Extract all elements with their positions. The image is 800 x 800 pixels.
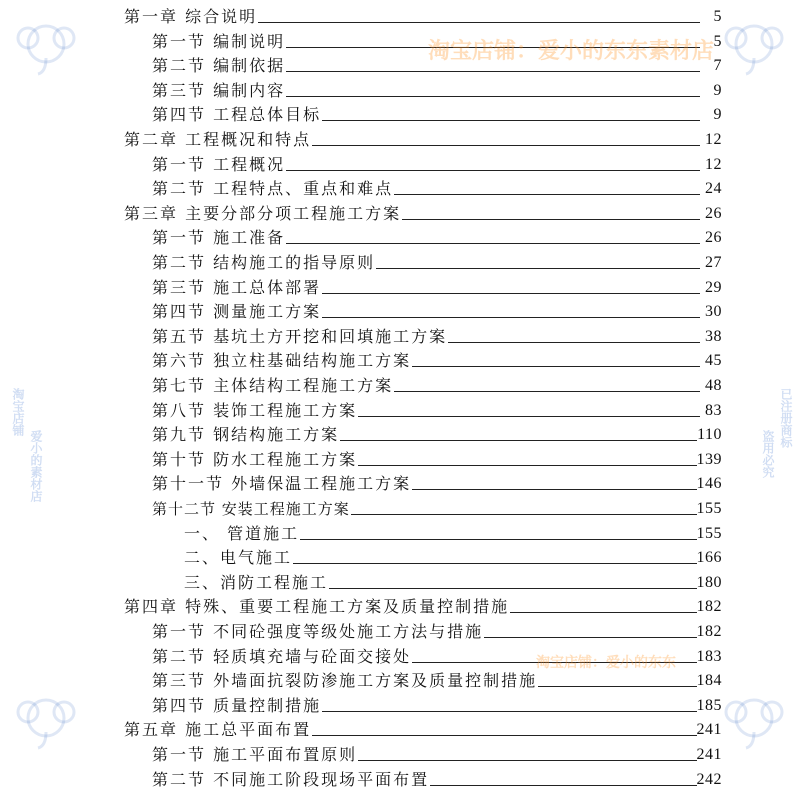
toc-entry-title: 第三节 施工总体部署 bbox=[152, 275, 322, 301]
watermark-left-vertical-1: 淘宝店铺 bbox=[11, 388, 25, 436]
toc-entry-title: 第一节 编制说明 bbox=[152, 29, 286, 55]
toc-entry-page-number: 45 bbox=[705, 348, 722, 374]
toc-entry-title: 第一节 施工准备 bbox=[152, 225, 286, 251]
toc-entry-page-number: 146 bbox=[697, 471, 723, 497]
toc-entry-sub bbox=[0, 570, 800, 596]
toc-entry-section bbox=[0, 422, 800, 448]
toc-entry-section bbox=[0, 619, 800, 645]
watermark-top-right: 淘宝店铺：爱小的东东素材店 bbox=[428, 39, 715, 64]
toc-entry-title: 第四章 特殊、重要工程施工方案及质量控制措施 bbox=[124, 594, 510, 620]
toc-entry-page-number: 182 bbox=[697, 619, 723, 645]
toc-entry-section bbox=[0, 102, 800, 128]
toc-entry-page-number: 182 bbox=[697, 594, 723, 620]
toc-entry-title: 第五节 基坑土方开挖和回填施工方案 bbox=[152, 324, 448, 350]
toc-entry-title: 第三节 编制内容 bbox=[152, 78, 286, 104]
toc-entry-sub bbox=[0, 521, 800, 547]
toc-entry-section bbox=[0, 447, 800, 473]
toc-entry-section bbox=[0, 275, 800, 301]
toc-entry-page-number: 139 bbox=[697, 447, 723, 473]
toc-entry-title: 第八节 装饰工程施工方案 bbox=[152, 398, 358, 424]
watermark-left-vertical-2: 爱小的素材店 bbox=[29, 430, 43, 502]
watermark-right-vertical-1: 已注册商标 bbox=[779, 388, 793, 448]
toc-entry-section bbox=[0, 668, 800, 694]
toc-entry-page-number: 48 bbox=[705, 373, 722, 399]
toc-entry-page-number: 183 bbox=[697, 644, 723, 670]
toc-entry-section bbox=[0, 348, 800, 374]
toc-entry-section bbox=[0, 644, 800, 670]
toc-entry-title: 第六节 独立柱基础结构施工方案 bbox=[152, 348, 412, 374]
toc-entry-page-number: 5 bbox=[714, 4, 723, 30]
toc-entry-chapter bbox=[0, 717, 800, 743]
toc-entry-page-number: 9 bbox=[714, 102, 723, 128]
toc-entry-section bbox=[0, 225, 800, 251]
toc-entry-page-number: 7 bbox=[714, 53, 723, 79]
toc-entry-page-number: 180 bbox=[697, 570, 723, 596]
toc-entry-title: 第四节 工程总体目标 bbox=[152, 102, 322, 128]
toc-entry-page-number: 24 bbox=[705, 176, 722, 202]
toc-entry-section bbox=[0, 767, 800, 793]
toc-entry-title: 第四节 测量施工方案 bbox=[152, 299, 322, 325]
toc-entry-page-number: 83 bbox=[705, 398, 722, 424]
toc-entry-section bbox=[0, 250, 800, 276]
toc-entry-title: 第二节 结构施工的指导原则 bbox=[152, 250, 376, 276]
toc-entry-section bbox=[0, 176, 800, 202]
toc-entry-section bbox=[0, 373, 800, 399]
toc-entry-page-number: 27 bbox=[705, 250, 722, 276]
toc-entry-title: 第一节 施工平面布置原则 bbox=[152, 742, 358, 768]
toc-entry-title: 三、消防工程施工 bbox=[184, 570, 329, 596]
toc-entry-section bbox=[0, 693, 800, 719]
toc-entry-chapter bbox=[0, 594, 800, 620]
toc-entry-chapter bbox=[0, 4, 800, 30]
toc-entry-section bbox=[0, 53, 800, 79]
toc-entry-section bbox=[0, 152, 800, 178]
toc-entry-page-number: 12 bbox=[705, 152, 722, 178]
toc-entry-title: 第一节 不同砼强度等级处施工方法与措施 bbox=[152, 619, 484, 645]
toc-entry-title: 第二节 工程特点、重点和难点 bbox=[152, 176, 394, 202]
toc-entry-title: 第十节 防水工程施工方案 bbox=[152, 447, 358, 473]
toc-entry-title: 第一章 综合说明 bbox=[124, 4, 258, 30]
toc-entry-section bbox=[0, 29, 800, 55]
toc-entry-section bbox=[0, 496, 800, 522]
toc-entry-page-number: 38 bbox=[705, 324, 722, 350]
toc-entry-title: 第五章 施工总平面布置 bbox=[124, 717, 312, 743]
toc-entry-title: 第二节 不同施工阶段现场平面布置 bbox=[152, 767, 430, 793]
toc-entry-page-number: 184 bbox=[697, 668, 723, 694]
watermark-right-vertical-2: 盗用必究 bbox=[761, 430, 775, 478]
toc-entry-title: 第二节 编制依据 bbox=[152, 53, 286, 79]
toc-entry-title: 第十二节 安装工程施工方案 bbox=[152, 496, 351, 522]
toc-entry-page-number: 30 bbox=[705, 299, 722, 325]
toc-entry-chapter bbox=[0, 201, 800, 227]
toc-entry-page-number: 5 bbox=[714, 29, 723, 55]
toc-entry-title: 第三节 外墙面抗裂防渗施工方案及质量控制措施 bbox=[152, 668, 538, 694]
toc-entry-page-number: 12 bbox=[705, 127, 722, 153]
toc-entry-page-number: 110 bbox=[697, 422, 722, 448]
toc-entry-page-number: 185 bbox=[697, 693, 723, 719]
toc-entry-page-number: 241 bbox=[697, 742, 723, 768]
toc-entry-title: 一、 管道施工 bbox=[184, 521, 300, 547]
toc-entry-title: 第二章 工程概况和特点 bbox=[124, 127, 312, 153]
toc-entry-section bbox=[0, 742, 800, 768]
toc-entry-section bbox=[0, 324, 800, 350]
toc-entry-title: 第七节 主体结构工程施工方案 bbox=[152, 373, 394, 399]
toc-entry-title: 第九节 钢结构施工方案 bbox=[152, 422, 340, 448]
toc-entry-page-number: 166 bbox=[697, 545, 723, 571]
toc-entry-page-number: 242 bbox=[697, 767, 723, 793]
toc-entry-page-number: 29 bbox=[705, 275, 722, 301]
toc-entry-section bbox=[0, 471, 800, 497]
toc-entry-section bbox=[0, 299, 800, 325]
toc-entry-title: 第一节 工程概况 bbox=[152, 152, 286, 178]
toc-entry-chapter bbox=[0, 127, 800, 153]
toc-entry-section bbox=[0, 398, 800, 424]
toc-entry-title: 第四节 质量控制措施 bbox=[152, 693, 322, 719]
toc-entry-page-number: 155 bbox=[697, 496, 723, 522]
toc-entry-title: 二、电气施工 bbox=[184, 545, 293, 571]
toc-entry-title: 第二节 轻质填充墙与砼面交接处 bbox=[152, 644, 412, 670]
toc-entry-page-number: 26 bbox=[705, 225, 722, 251]
toc-entry-page-number: 241 bbox=[697, 717, 723, 743]
toc-entry-page-number: 9 bbox=[714, 78, 723, 104]
toc-entry-page-number: 26 bbox=[705, 201, 722, 227]
toc-entry-sub bbox=[0, 545, 800, 571]
toc-entry-page-number: 155 bbox=[697, 521, 723, 547]
toc-entry-title: 第三章 主要分部分项工程施工方案 bbox=[124, 201, 402, 227]
toc-entry-section bbox=[0, 78, 800, 104]
toc-entry-title: 第十一节 外墙保温工程施工方案 bbox=[152, 471, 412, 497]
watermark-mid-right: 淘宝店铺：爱小的东东 bbox=[536, 655, 676, 671]
